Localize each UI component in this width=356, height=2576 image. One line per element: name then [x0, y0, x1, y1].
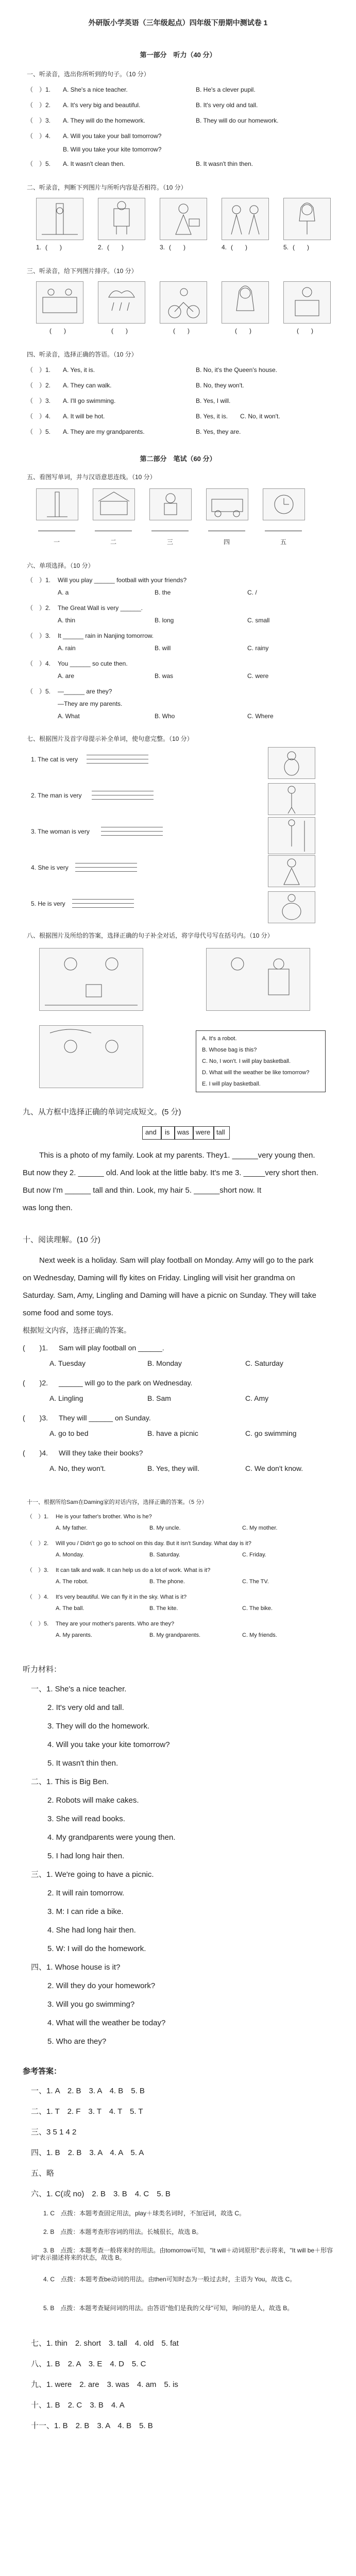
s7-q5-stem: 5. He is very: [31, 900, 65, 907]
answer-line: 一、1. A 2. B 3. A 4. B 5. B: [31, 2087, 145, 2095]
s1-q1-b: B. He's a clever pupil.: [196, 86, 256, 93]
s11-q3-stem: It can talk and walk. It can help us do a lot of work. What is it?: [56, 1567, 211, 1573]
s5-chinese-4: 四: [224, 538, 230, 546]
s10-q3-stem: They will ______ on Sunday.: [59, 1414, 151, 1422]
s5-chinese-1: 一: [54, 538, 60, 546]
s8-option-b: B. Whose bag is this?: [202, 1047, 257, 1053]
s7-q2-picture-man: [268, 783, 315, 815]
s10-q4-opt-b: B. Yes, they will.: [147, 1464, 200, 1472]
s9-para-line-4: was long then.: [23, 1204, 73, 1212]
s10-q4-opt-a: A. No, they won't.: [49, 1464, 106, 1472]
answer-line: 八、1. B 2. A 3. E 4. D 5. C: [31, 2360, 146, 2368]
listening-line: 4. Will you take your kite tomorrow?: [47, 1740, 170, 1749]
s11-q2-stem: Will you / Didn't go go to school on this day. But it isn't Sunday. What day is it?: [56, 1540, 251, 1547]
part1-heading: 第一部分 听力（40 分）: [140, 51, 216, 59]
listening-line: 4. My grandparents were young then.: [47, 1833, 176, 1842]
s4-q2-b: B. No, they won't.: [196, 382, 244, 389]
s7-q4-picture-old-woman: [268, 855, 315, 887]
s2-picture-3: [160, 198, 207, 240]
answer-line: 七、1. thin 2. short 3. tall 4. old 5. fat: [31, 2339, 179, 2348]
s3-picture-1: [36, 281, 83, 324]
s6-q3-stem: It ______ rain in Nanjing tomorrow.: [58, 632, 154, 639]
s1-q5-num: （ ）5.: [27, 160, 51, 167]
listening-line: 3. Will you go swimming?: [47, 2000, 135, 2009]
listening-line: 5. W: I will do the homework.: [47, 1944, 146, 1953]
s10-q2-num: ( )2.: [23, 1379, 48, 1387]
answer-explanation: 5. B 点拨：本题考查疑问词的用法。由答语"他们是我的父母"可知，询问的是人，故选 B。: [31, 2304, 294, 2312]
s10-q2-stem: ______ will go to the park on Wednesday.: [59, 1379, 193, 1387]
s3-picture-5: [283, 281, 331, 324]
s1-instruction: 一、听录音，选出你所听到的句子。（10 分）: [27, 71, 150, 78]
listening-line: 5. I had long hair then.: [47, 1852, 125, 1860]
listening-line: 三、1. We're going to have a picnic.: [31, 1870, 154, 1879]
s10-q3-opt-c: C. go swimming: [245, 1429, 297, 1437]
s3-paren-3: ( ): [173, 327, 190, 334]
s11-q4-opt-b: B. The kite.: [149, 1605, 178, 1612]
s8-picture-2: [206, 948, 310, 1011]
s6-q5-stem: —______ are they?: [58, 688, 112, 695]
s9-para-line-1: This is a photo of my family. Look at my parents. They1. ______very young then.: [39, 1151, 315, 1160]
listening-line: 5. It wasn't thin then.: [47, 1759, 118, 1768]
s11-q1-opt-b: B. My uncle.: [149, 1525, 181, 1531]
s7-q4-stem: 4. She is very: [31, 864, 69, 871]
s2-paren-2: ( ): [107, 244, 124, 251]
s4-q5-num: （ ）5.: [27, 428, 51, 435]
s2-picture-2: [98, 198, 145, 240]
s6-q1-stem: Will you play ______ football with your friends?: [58, 577, 187, 584]
s11-q4-opt-a: A. The ball.: [56, 1605, 84, 1612]
s10-q3-opt-b: B. have a picnic: [147, 1429, 198, 1437]
listening-line: 一、1. She's a nice teacher.: [31, 1685, 127, 1693]
s2-label-4: 4.: [222, 244, 227, 251]
s3-paren-1: ( ): [49, 327, 66, 334]
s8-option-e: E. I will play basketball.: [202, 1081, 261, 1087]
s6-q2-opt-a: A. thin: [58, 617, 76, 624]
s6-q5-opt-b: B. Who: [155, 713, 175, 720]
s1-q1-a: A. She's a nice teacher.: [63, 86, 128, 93]
s7-q1-picture-cat: [268, 747, 315, 779]
s10-q3-num: ( )3.: [23, 1414, 48, 1422]
listening-line: 5. Who are they?: [47, 2037, 107, 2046]
s11-q4-opt-c: C. The bike.: [242, 1605, 273, 1612]
s10-q1-opt-a: A. Tuesday: [49, 1359, 86, 1367]
s11-q3-opt-a: A. The robot.: [56, 1579, 89, 1585]
answers-heading: 参考答案：: [23, 2067, 62, 2076]
answer-explanation: 4. C 点拨：本题考查be动词的用法。由then可知时态为一般过去时，主语为 You，故选 C。: [31, 2276, 296, 2283]
s7-q3-picture-woman: [268, 817, 315, 854]
s9-para-line-3: But now I'm ______ tall and thin. Look, my hair 5. ______short now. It: [23, 1186, 262, 1195]
s7-q2-writing-lines[interactable]: [92, 787, 154, 800]
s6-q3-opt-c: C. rainy: [247, 645, 269, 652]
s6-q2-num: （ ）2.: [27, 604, 51, 612]
s4-q3-num: （ ）3.: [27, 397, 51, 404]
s2-label-1: 1.: [36, 244, 42, 251]
s7-q5-picture-fat-man: [268, 891, 315, 923]
s11-q2-opt-b: B. Saturday.: [149, 1552, 180, 1558]
s4-q2-num: （ ）2.: [27, 382, 51, 389]
s10-q1-opt-b: B. Monday: [147, 1359, 182, 1367]
s7-q2-stem: 2. The man is very: [31, 792, 82, 799]
s10-q2-opt-a: A. Lingling: [49, 1394, 83, 1402]
answer-line: 十一、1. B 2. B 3. A 4. B 5. B: [31, 2421, 153, 2430]
s1-q5-b: B. It wasn't thin then.: [196, 160, 253, 167]
answer-line: 六、1. C(或 no) 2. B 3. B 4. C 5. B: [31, 2190, 171, 2198]
s8-option-d: D. What will the weather be like tomorrow?: [202, 1070, 310, 1076]
s1-q3-b: B. They will do our homework.: [196, 117, 279, 124]
s2-paren-5: ( ): [293, 244, 309, 251]
s11-q1-opt-a: A. My father.: [56, 1525, 88, 1531]
s8-option-c: C. No, I won't. I will play basketball.: [202, 1058, 291, 1064]
s10-q4-opt-c: C. We don't know.: [245, 1464, 303, 1472]
s11-q2-num: （ ）2.: [27, 1540, 49, 1547]
s2-picture-5: [283, 198, 331, 240]
s11-q5-opt-b: B. My grandparents.: [149, 1632, 201, 1638]
answer-line: 十、1. B 2. C 3. B 4. A: [31, 2401, 125, 2410]
s8-instruction: 八、根据图片及所给的答案，选择正确的句子补全对话，将字母代号写在括号内。（10 分）: [27, 932, 274, 939]
page-title: 外研版小学英语（三年级起点）四年级下册期中测试卷 1: [88, 19, 268, 27]
s6-q1-opt-b: B. the: [155, 589, 171, 596]
s7-q1-writing-lines[interactable]: [87, 751, 148, 764]
s11-q3-opt-b: B. The phone.: [149, 1579, 185, 1585]
s2-label-5: 5.: [283, 244, 289, 251]
s5-chinese-2: 二: [110, 538, 117, 546]
listening-line: 2. It's very old and tall.: [47, 1703, 124, 1712]
s6-q5-num: （ ）5.: [27, 688, 51, 695]
s3-instruction: 三、听录音，给下列图片排序。（10 分）: [27, 267, 138, 275]
s5-picture-3: [149, 488, 192, 520]
s11-q1-stem: He is your father's brother. Who is he?: [56, 1514, 152, 1520]
s6-q5-opt-c: C. Where: [247, 713, 274, 720]
s10-q4-num: ( )4.: [23, 1449, 48, 1457]
s8-option-a: A. It's a robot.: [202, 1036, 237, 1042]
listening-line: 4. What will the weather be today?: [47, 2019, 166, 2027]
listening-line: 2. It will rain tomorrow.: [47, 1889, 125, 1897]
s5-instruction: 五、看图写单词，并与汉语意思连线。（10 分）: [27, 473, 156, 481]
s6-q4-opt-b: B. was: [155, 672, 174, 680]
s8-picture-3: [39, 1025, 143, 1088]
s6-q3-opt-a: A. rain: [58, 645, 76, 652]
answer-line: 九、1. were 2. are 3. was 4. am 5. is: [31, 2380, 178, 2389]
listening-line: 四、1. Whose house is it?: [31, 1963, 121, 1972]
s11-q1-num: （ ）1.: [27, 1514, 49, 1520]
s11-q4-stem: It's very beautiful. We can fly it in the sky. What is it?: [56, 1594, 187, 1600]
s1-q3-num: （ ）3.: [27, 117, 51, 124]
s9-word-3: was: [177, 1128, 190, 1136]
s7-q3-writing-lines[interactable]: [101, 823, 163, 836]
s4-q1-a: A. Yes, it is.: [63, 366, 95, 374]
s5-chinese-5: 五: [280, 538, 287, 546]
s10-q2-opt-c: C. Amy: [245, 1394, 269, 1402]
answer-line: 二、1. T 2. F 3. T 4. T 5. T: [31, 2107, 143, 2116]
s4-instruction: 四、听录音，选择正确的答语。（10 分）: [27, 351, 138, 358]
s4-q4-b: B. Yes, it is. C. No, it won't.: [196, 413, 280, 420]
s1-q2-num: （ ）2.: [27, 101, 51, 109]
s7-q1-stem: 1. The cat is very: [31, 756, 78, 763]
s9-word-1: and: [145, 1128, 157, 1136]
s4-q5-a: A. They are my grandparents.: [63, 428, 145, 435]
s11-q1-opt-c: C. My mother.: [242, 1525, 278, 1531]
s1-q2-b: B. It's very old and tall.: [196, 101, 258, 109]
s1-q2-a: A. It's very big and beautiful.: [63, 101, 141, 109]
s6-q5-opt-a: A. What: [58, 713, 80, 720]
answer-line: 四、1. B 2. B 3. A 4. A 5. A: [31, 2148, 144, 2157]
s10-para-line-4: some food and some toys.: [23, 1309, 113, 1317]
s10-q3-opt-a: A. go to bed: [49, 1429, 89, 1437]
s2-picture-4: [222, 198, 269, 240]
answer-explanation: 2. B 点拨：本题考查形容词的用法。长城很长，故选 B。: [31, 2228, 202, 2235]
listening-line: 2. Robots will make cakes.: [47, 1796, 139, 1805]
s6-q2-opt-b: B. long: [155, 617, 174, 624]
s8-picture-1: [39, 948, 143, 1011]
s11-q3-num: （ ）3.: [27, 1567, 49, 1573]
s11-q5-stem: They are your mother's parents. Who are they?: [56, 1621, 175, 1627]
part2-heading: 第二部分 笔试（60 分）: [140, 455, 216, 463]
s11-q2-opt-a: A. Monday.: [56, 1552, 84, 1558]
s11-q5-num: （ ）5.: [27, 1621, 49, 1627]
s9-word-5: tall: [216, 1128, 225, 1136]
listening-line: 4. She had long hair then.: [47, 1926, 136, 1935]
s3-paren-5: ( ): [297, 327, 313, 334]
s6-q5-answer: —They are my parents.: [58, 700, 123, 707]
s1-q1-num: （ ）1.: [27, 86, 51, 93]
s10-q1-num: ( )1.: [23, 1344, 48, 1352]
s4-q2-a: A. They can walk.: [63, 382, 112, 389]
s6-q3-opt-b: B. will: [155, 645, 171, 652]
s2-label-2: 2.: [98, 244, 104, 251]
listening-heading: 听力材料：: [23, 1665, 62, 1674]
s2-picture-1: [36, 198, 83, 240]
s5-picture-4: [206, 488, 248, 520]
s10-para-line-3: Saturday. Sam, Amy, Lingling and Daming will have a picnic on Sunday. They will take: [23, 1291, 317, 1300]
s6-q4-opt-a: A. are: [58, 672, 75, 680]
listening-line: 3. She will read books.: [47, 1815, 125, 1823]
s9-word-4: were: [196, 1128, 211, 1136]
s11-instruction: 十一、根据所给Sam在Daming家的对话内容，选择正确的答案。（5 分）: [27, 1499, 208, 1505]
s10-q1-stem: Sam will play football on ______.: [59, 1344, 164, 1352]
listening-line: 二、1. This is Big Ben.: [31, 1777, 109, 1786]
s7-q5-writing-lines[interactable]: [72, 895, 134, 908]
s11-q2-opt-c: C. Friday.: [242, 1552, 266, 1558]
s11-q3-opt-c: C. The TV.: [242, 1579, 269, 1585]
listening-line: 3. They will do the homework.: [47, 1722, 150, 1731]
s5-chinese-3: 三: [167, 538, 174, 546]
answer-explanation: 3. B 点拨：本题考查一般将来时的用法。由tomorrow可知，"It will＋动词原形"表示将来，"It will be＋形容词"表示描述将来的状态，故选 B。: [31, 2247, 333, 2261]
s4-q3-a: A. I'll go swimming.: [63, 397, 116, 404]
s3-picture-4: [222, 281, 269, 324]
s1-q5-a: A. It wasn't clean then.: [63, 160, 125, 167]
s4-q4-a: A. It will be hot.: [63, 413, 105, 420]
listening-line: 3. M: I can ride a bike.: [47, 1907, 124, 1916]
s9-word-2: is: [165, 1128, 170, 1136]
s10-para-line-1: Next week is a holiday. Sam will play football on Monday. Amy will go to the park: [39, 1256, 314, 1265]
s7-q3-stem: 3. The woman is very: [31, 828, 90, 835]
answer-line: 三、3 5 1 4 2: [31, 2128, 77, 2137]
s1-q4-b: B. Will you take your kite tomorrow?: [63, 146, 162, 153]
s4-q3-b: B. Yes, I will.: [196, 397, 231, 404]
s11-q5-opt-c: C. My friends.: [242, 1632, 277, 1638]
s6-q4-num: （ ）4.: [27, 660, 51, 667]
s2-paren-3: ( ): [169, 244, 185, 251]
s1-q4-num: （ ）4.: [27, 132, 51, 140]
s3-paren-2: ( ): [111, 327, 128, 334]
s6-q1-opt-a: A. a: [58, 589, 69, 596]
s10-subinstruction: 根据短文内容，选择正确的答案。: [23, 1326, 131, 1334]
s10-para-line-2: on Wednesday, Daming will fly kites on Friday. Lingling will visit her grandma on: [23, 1274, 295, 1282]
s6-q2-stem: The Great Wall is very ______.: [58, 604, 143, 612]
s2-paren-4: ( ): [231, 244, 247, 251]
s2-instruction: 二、听录音，判断下列图片与所听内容是否相符。（10 分）: [27, 184, 187, 191]
s6-q3-num: （ ）3.: [27, 632, 51, 639]
listening-line: 2. Will they do your homework?: [47, 1981, 156, 1990]
s7-instruction: 七、根据图片及首字母提示补全单词，使句意完整。（10 分）: [27, 735, 193, 742]
s1-q3-a: A. They will do the homework.: [63, 117, 145, 124]
s6-q4-opt-c: C. were: [247, 672, 269, 680]
s4-q4-num: （ ）4.: [27, 413, 51, 420]
s6-q2-opt-c: C. small: [247, 617, 270, 624]
s6-q4-stem: You ______ so cute then.: [58, 660, 128, 667]
s4-q5-b: B. Yes, they are.: [196, 428, 241, 435]
s5-picture-5: [263, 488, 305, 520]
s5-picture-2: [93, 488, 135, 520]
s9-instruction: 九、从方框中选择正确的单词完成短文。(5 分): [23, 1108, 181, 1116]
s11-q4-num: （ ）4.: [27, 1594, 49, 1600]
answer-explanation: 1. C 点拨：本题考查固定用法，play＋球类名词时，不加冠词，故选 C。: [31, 2210, 246, 2217]
s1-q4-a: A. Will you take your ball tomorrow?: [63, 132, 162, 140]
s11-q5-opt-a: A. My parents.: [56, 1632, 92, 1638]
s6-instruction: 六、单项选择。（10 分）: [27, 562, 94, 569]
s4-q1-num: （ ）1.: [27, 366, 51, 374]
s5-picture-1: [36, 488, 78, 520]
answer-line: 五、略: [31, 2169, 55, 2178]
s10-instruction: 十、阅读理解。(10 分): [23, 1235, 100, 1244]
s6-q1-opt-c: C. /: [247, 589, 257, 596]
s3-picture-3: [160, 281, 207, 324]
s10-q1-opt-c: C. Saturday: [245, 1359, 283, 1367]
s2-label-3: 3.: [160, 244, 165, 251]
s6-q1-num: （ ）1.: [27, 577, 51, 584]
s4-q1-b: B. No, it's the Queen's house.: [196, 366, 278, 374]
s7-q4-writing-lines[interactable]: [75, 859, 137, 872]
s10-q4-stem: Will they take their books?: [59, 1449, 143, 1457]
s9-para-line-2: But now they 2. ______ old. And look at the little baby. It's me 3. _____very short then.: [23, 1168, 318, 1177]
s2-paren-1: ( ): [45, 244, 62, 251]
s3-picture-2: [98, 281, 145, 324]
s3-paren-4: ( ): [235, 327, 251, 334]
s10-q2-opt-b: B. Sam: [147, 1394, 171, 1402]
